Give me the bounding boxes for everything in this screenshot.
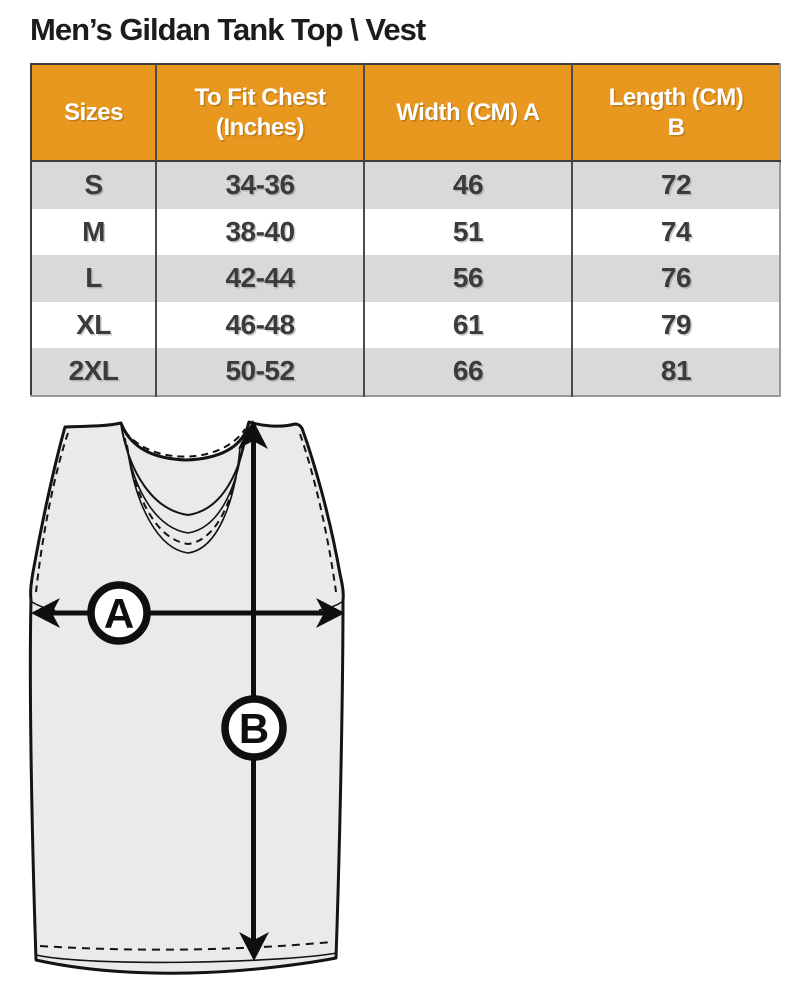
- length-label-b: B: [238, 705, 270, 752]
- cell-length: 72: [572, 161, 780, 209]
- cell-width: 46: [364, 161, 572, 209]
- table-row-m: [31, 209, 780, 256]
- table-row-2xl: [31, 348, 780, 396]
- cell-chest: 38-40: [156, 209, 364, 256]
- table-row-xl: [31, 302, 780, 349]
- table-row-s: [31, 161, 780, 209]
- cell-size: M: [31, 209, 156, 256]
- cell-chest: 50-52: [156, 348, 364, 396]
- size-chart-table: [30, 63, 781, 397]
- cell-width: 61: [364, 302, 572, 349]
- tank-top-outline: [30, 422, 343, 973]
- cell-size: L: [31, 255, 156, 302]
- cell-chest: 46-48: [156, 302, 364, 349]
- cell-size: XL: [31, 302, 156, 349]
- column-header-sizes: Sizes: [31, 64, 156, 161]
- cell-size: 2XL: [31, 348, 156, 396]
- cell-length: 76: [572, 255, 780, 302]
- cell-length: 74: [572, 209, 780, 256]
- cell-length: 81: [572, 348, 780, 396]
- page-title: Men’s Gildan Tank Top \ Vest: [30, 12, 426, 47]
- cell-chest: 42-44: [156, 255, 364, 302]
- cell-width: 66: [364, 348, 572, 396]
- width-label-a: A: [103, 590, 135, 637]
- column-header-length: Length (CM) B: [572, 64, 780, 161]
- table-header-row: [31, 64, 780, 161]
- cell-chest: 34-36: [156, 161, 364, 209]
- table-row-l: [31, 255, 780, 302]
- column-header-chest: To Fit Chest (Inches): [156, 64, 364, 161]
- cell-width: 56: [364, 255, 572, 302]
- cell-width: 51: [364, 209, 572, 256]
- tank-top-diagram: [0, 405, 400, 985]
- column-header-width: Width (CM) A: [364, 64, 572, 161]
- cell-length: 79: [572, 302, 780, 349]
- cell-size: S: [31, 161, 156, 209]
